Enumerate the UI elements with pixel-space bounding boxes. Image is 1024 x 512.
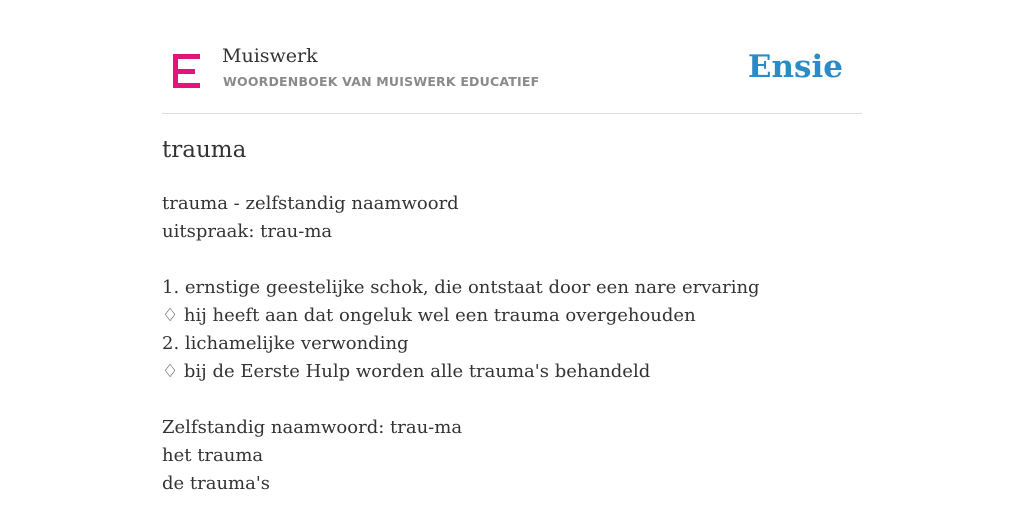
- entry-line-headword: trauma - zelfstandig naamwoord: [162, 193, 459, 214]
- entry-line-blank: [162, 246, 760, 274]
- entry-line-blank: [162, 386, 760, 414]
- page-container: [162, 0, 862, 494]
- site-subtitle: WOORDENBOEK VAN MUISWERK EDUCATIEF: [223, 74, 540, 89]
- entry-line-grammar: Zelfstandig naamwoord: trau-ma: [162, 417, 463, 438]
- ensie-brand-link[interactable]: Ensie: [747, 49, 843, 85]
- page-title: trauma: [162, 137, 247, 163]
- entry-line-plural: de trauma's: [162, 473, 271, 494]
- site-header: [162, 0, 862, 114]
- entry-line-definition-2: 2. lichamelijke verwonding: [162, 333, 409, 354]
- muiswerk-logo-icon[interactable]: [173, 54, 200, 88]
- entry-line-pronunciation: uitspraak: trau-ma: [162, 221, 333, 242]
- entry-line-example-1: ♢ hij heeft aan dat ongeluk wel een trauma overgehouden: [162, 305, 696, 326]
- entry-line-definition-1: 1. ernstige geestelijke schok, die ontstaat door een nare ervaring: [162, 277, 760, 298]
- entry-line-example-2: ♢ bij de Eerste Hulp worden alle trauma's behandeld: [162, 361, 651, 382]
- site-name[interactable]: Muiswerk: [222, 45, 318, 67]
- dictionary-entry: [162, 190, 760, 498]
- entry-line-singular: het trauma: [162, 445, 264, 466]
